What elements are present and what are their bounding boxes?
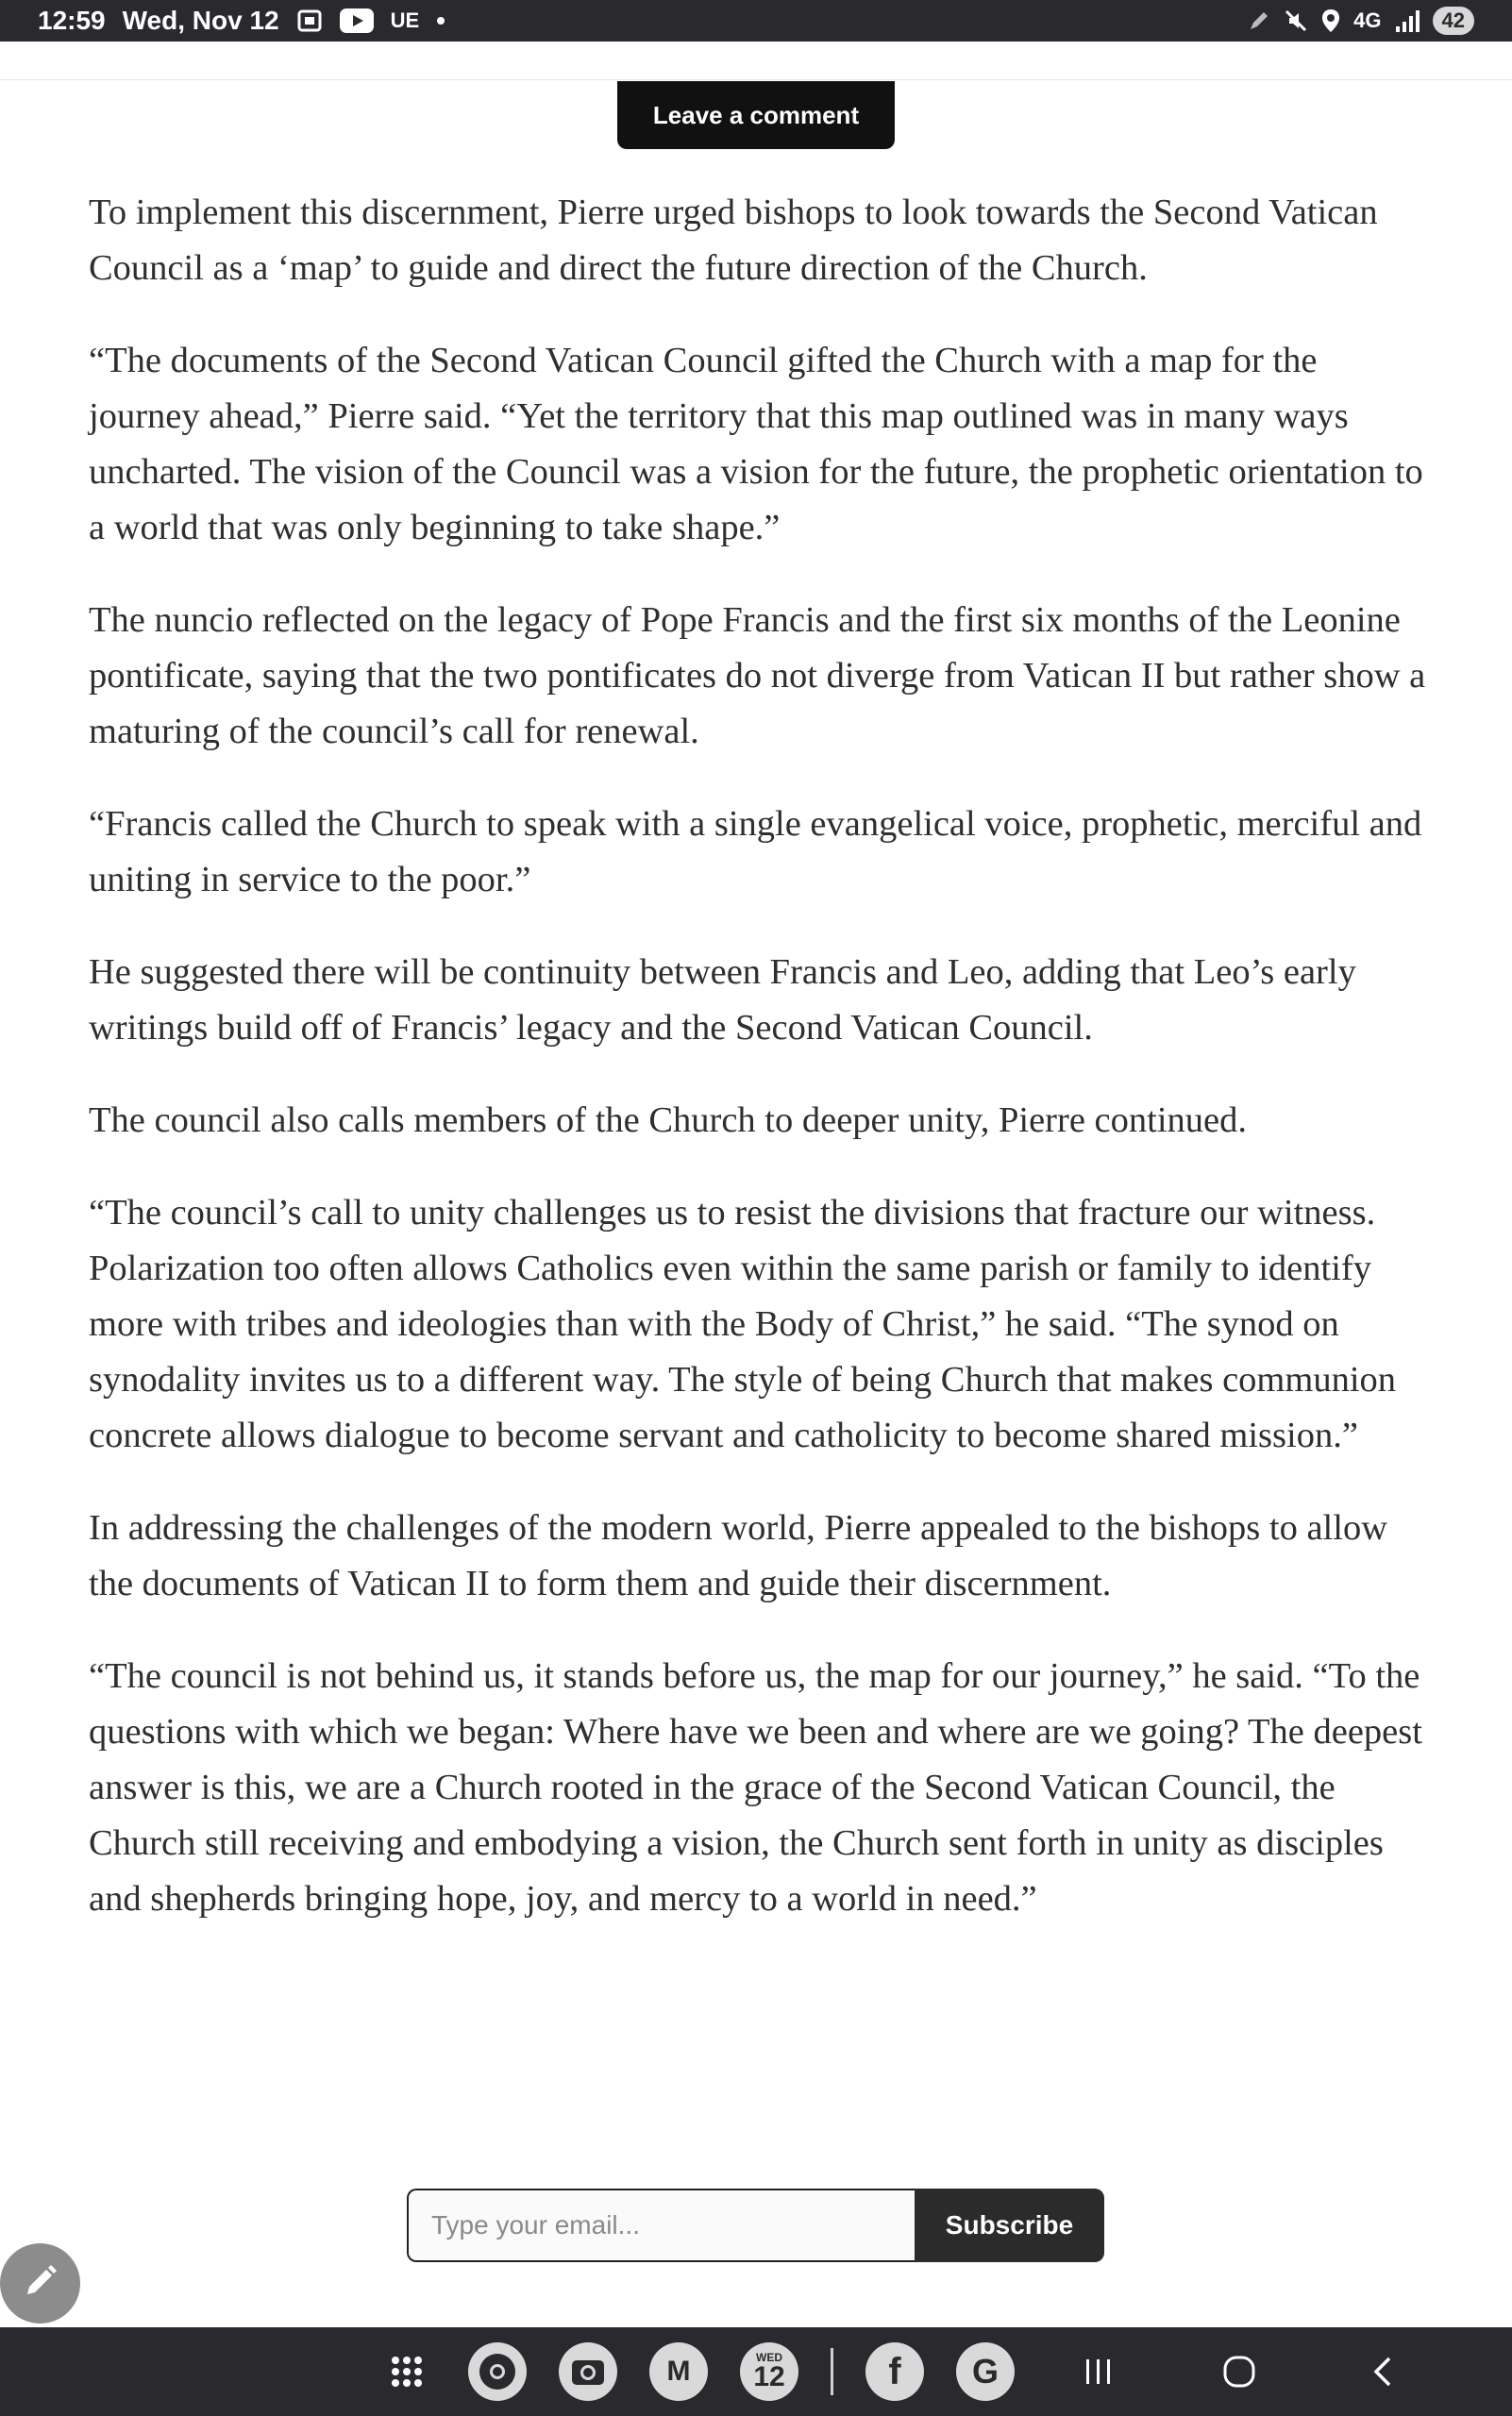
- calendar-day: 12: [753, 2361, 785, 2392]
- camera-icon[interactable]: [559, 2342, 617, 2401]
- status-time: 12:59: [38, 6, 106, 35]
- article-paragraph: The council also calls members of the Church to deeper unity, Pierre continued.: [89, 1100, 1247, 1140]
- screenshot-icon: [296, 8, 323, 33]
- mute-icon: [1284, 8, 1308, 33]
- status-carrier: UE: [390, 8, 420, 32]
- battery-level: 42: [1433, 7, 1474, 35]
- article-paragraph: “The council’s call to unity challenges us to resist the divisions that fracture our witness. Polarization too often allows Catholics even within the same parish or family to identify more with tribes and ideologies than with the Body of Christ,” he said. “The synod on synodality invites us to a different way. The style of being Church that makes communion concrete allows dialogue to become servant and catholicity to become shared mission.”: [89, 1193, 1397, 1455]
- status-date: Wed, Nov 12: [122, 6, 279, 35]
- location-icon: [1321, 8, 1340, 33]
- chrome-icon[interactable]: [468, 2342, 527, 2401]
- article-paragraph: In addressing the challenges of the modern world, Pierre appealed to the bishops to allow the documents of Vatican II to form them and guide their discernment.: [89, 1508, 1387, 1603]
- leave-comment-button[interactable]: Leave a comment: [617, 81, 895, 149]
- status-dot: •: [436, 6, 445, 35]
- article-paragraph: The nuncio reflected on the legacy of Pope Francis and the first six months of the Leonine pontificate, saying that the two pontificates do not diverge from Vatican II but rather show a maturing of the council’s call for renewal.: [89, 600, 1426, 751]
- pen-icon: [1248, 9, 1270, 32]
- apps-grid-icon[interactable]: [378, 2342, 436, 2401]
- app-dock: [378, 2327, 1015, 2416]
- signal-icon: [1395, 9, 1420, 32]
- edit-button[interactable]: [0, 2243, 80, 2324]
- calendar-icon[interactable]: [740, 2342, 798, 2401]
- back-button[interactable]: [1354, 2327, 1411, 2416]
- subscribe-form: [407, 2189, 1104, 2262]
- article-body: [89, 185, 1429, 1964]
- article-paragraph: “The council is not behind us, it stands before us, the map for our journey,” he said. “To the questions with which we began: Where have we been and where are we going? The deepest answer is this, we are a Church rooted in the grace of the Second Vatican Council, the Church still receiving and embodying a vision, the Church sent forth in unity as disciples and shepherds bringing hope, joy, and mercy to a world in need.”: [89, 1656, 1422, 1919]
- gmail-icon[interactable]: M: [649, 2342, 708, 2401]
- calendar-weekday: WED: [756, 2351, 782, 2364]
- article-paragraph: “The documents of the Second Vatican Council gifted the Church with a map for the journey ahead,” Pierre said. “Yet the territory that this map outlined was in many ways uncharted. The vision of the Council was a vision for the future, the prophetic orientation to a world that was only beginning to take shape.”: [89, 341, 1423, 547]
- status-bar: [0, 0, 1512, 42]
- email-input[interactable]: [407, 2189, 915, 2262]
- home-button[interactable]: [1211, 2327, 1268, 2416]
- pencil-icon: [20, 2260, 61, 2307]
- divider: [0, 79, 1512, 80]
- google-icon[interactable]: G: [956, 2342, 1015, 2401]
- subscribe-button[interactable]: Subscribe: [915, 2189, 1104, 2262]
- article-paragraph: To implement this discernment, Pierre urged bishops to look towards the Second Vatican Council as a ‘map’ to guide and direct the future direction of the Church.: [89, 193, 1378, 288]
- navigation-bar: [0, 2327, 1512, 2416]
- facebook-icon[interactable]: f: [865, 2342, 924, 2401]
- article-paragraph: He suggested there will be continuity between Francis and Leo, adding that Leo’s early writings build off of Francis’ legacy and the Second Vatican Council.: [89, 952, 1356, 1048]
- dock-separator: [831, 2348, 833, 2395]
- article-paragraph: “Francis called the Church to speak with a single evangelical voice, prophetic, merciful and uniting in service to the poor.”: [89, 804, 1422, 899]
- recents-button[interactable]: [1070, 2327, 1127, 2416]
- youtube-icon: [340, 8, 374, 33]
- network-type: 4G: [1353, 8, 1382, 32]
